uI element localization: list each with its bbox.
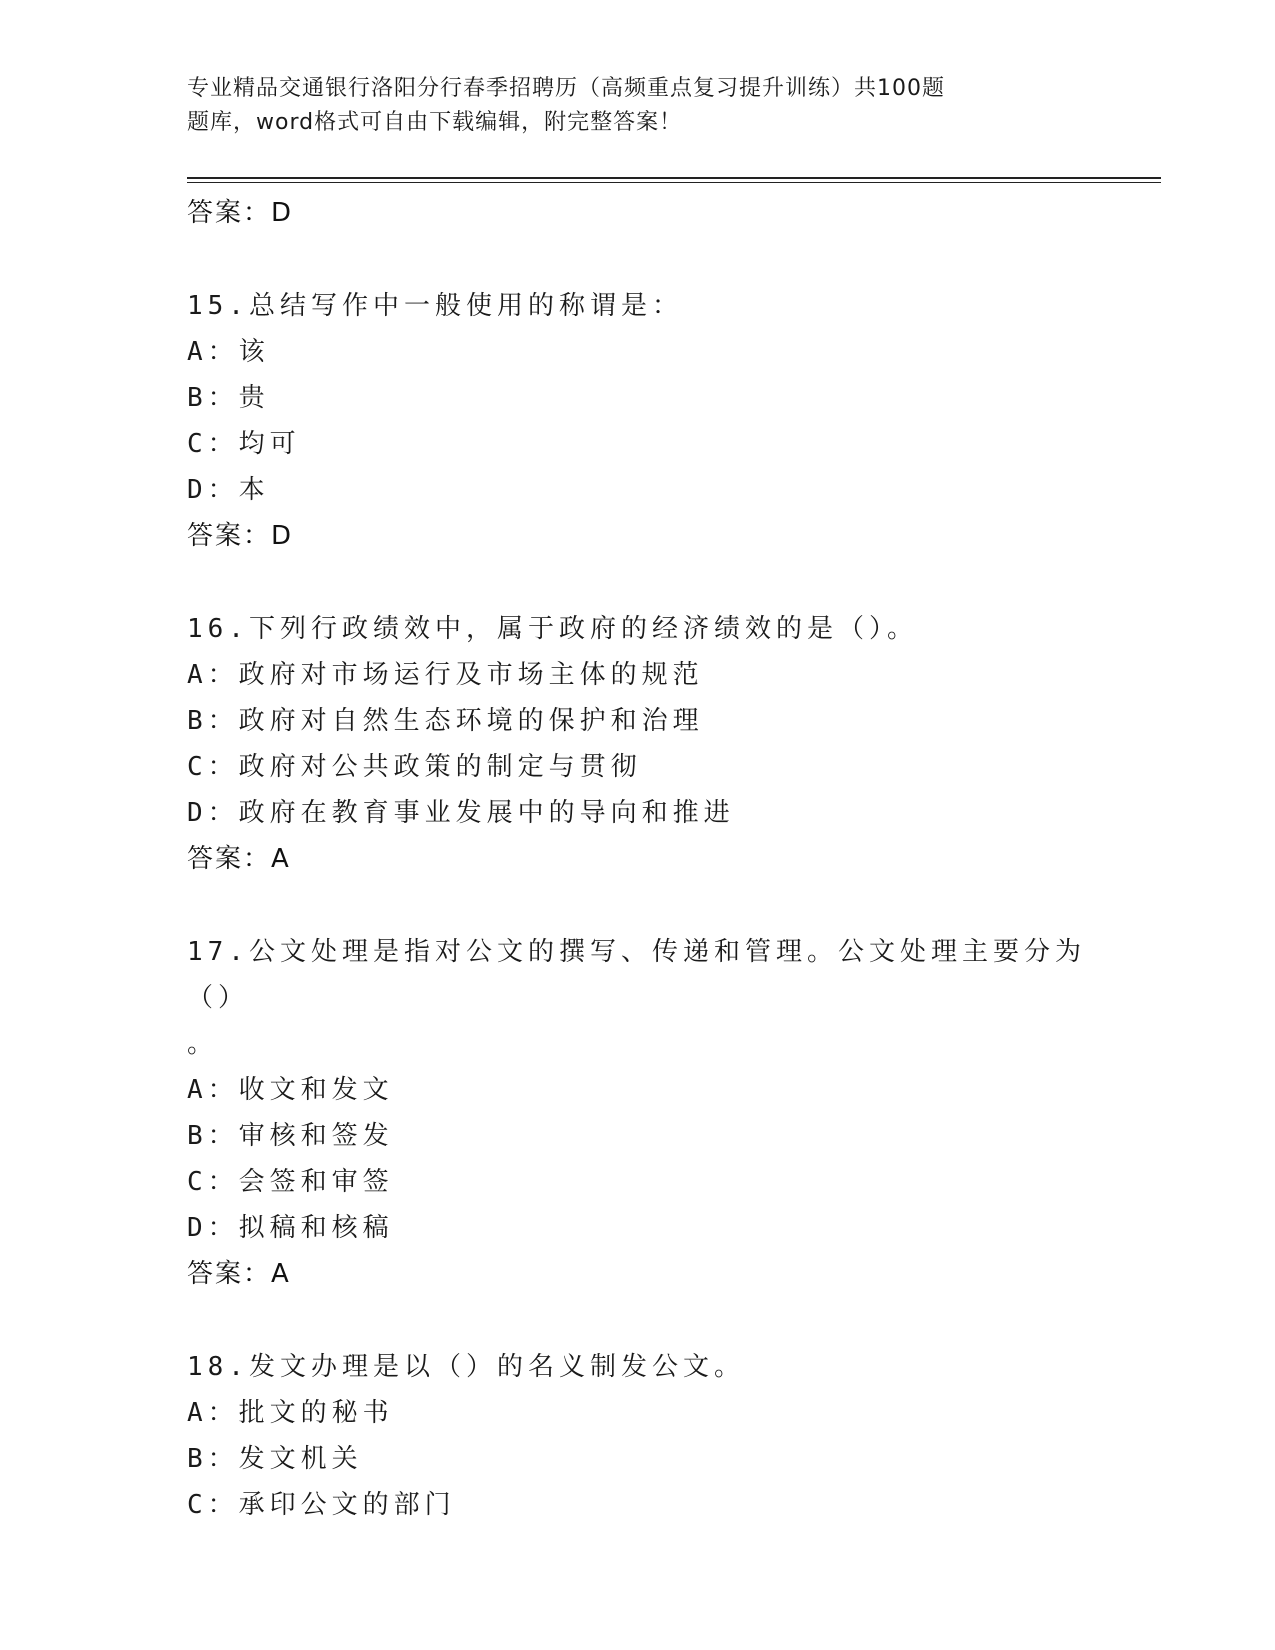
option-a: A：收文和发文: [187, 1075, 394, 1105]
option-c: C：会签和审签: [187, 1167, 394, 1197]
question-list: [187, 190, 1087, 1528]
option-b: B：贵: [187, 383, 270, 413]
answer-line: 答案：D: [187, 198, 294, 228]
question-17: [187, 929, 1087, 1297]
option-b: B：发文机关: [187, 1444, 363, 1474]
option-c: C：承印公文的部门: [187, 1490, 456, 1520]
option-d: D：本: [187, 475, 270, 505]
question-15: [187, 283, 1087, 559]
document-header: [187, 72, 1017, 140]
header-divider-thin: [187, 182, 1161, 183]
option-d: D：拟稿和核稿: [187, 1213, 394, 1243]
option-b: B：审核和签发: [187, 1121, 394, 1151]
question-16: [187, 606, 1087, 882]
option-c: C：政府对公共政策的制定与贯彻: [187, 752, 642, 782]
option-d: D：政府在教育事业发展中的导向和推进: [187, 798, 735, 828]
header-line-2: 题库，word格式可自由下载编辑，附完整答案！: [187, 110, 683, 135]
header-divider: [187, 177, 1161, 179]
option-a: A：该: [187, 337, 270, 367]
question-stem: 17.公文处理是指对公文的撰写、传递和管理。公文处理主要分为（）: [187, 937, 1086, 1013]
option-b: B：政府对自然生态环境的保护和治理: [187, 706, 704, 736]
option-a: A：批文的秘书: [187, 1398, 394, 1428]
answer-line: 答案：A: [187, 844, 291, 874]
answer-line: 答案：A: [187, 1259, 291, 1289]
question-stem: 16.下列行政绩效中，属于政府的经济绩效的是（）。: [187, 614, 918, 644]
option-a: A：政府对市场运行及市场主体的规范: [187, 660, 704, 690]
question-stem: 15.总结写作中一般使用的称谓是：: [187, 291, 683, 321]
question-18: [187, 1344, 1087, 1528]
option-c: C：均可: [187, 429, 301, 459]
answer-line: 答案：D: [187, 521, 294, 551]
question-stem-continuation: 。: [187, 1029, 219, 1059]
header-line-1: 专业精品交通银行洛阳分行春季招聘历（高频重点复习提升训练）共100题: [187, 76, 945, 101]
question-stem: 18.发文办理是以（）的名义制发公文。: [187, 1352, 745, 1382]
